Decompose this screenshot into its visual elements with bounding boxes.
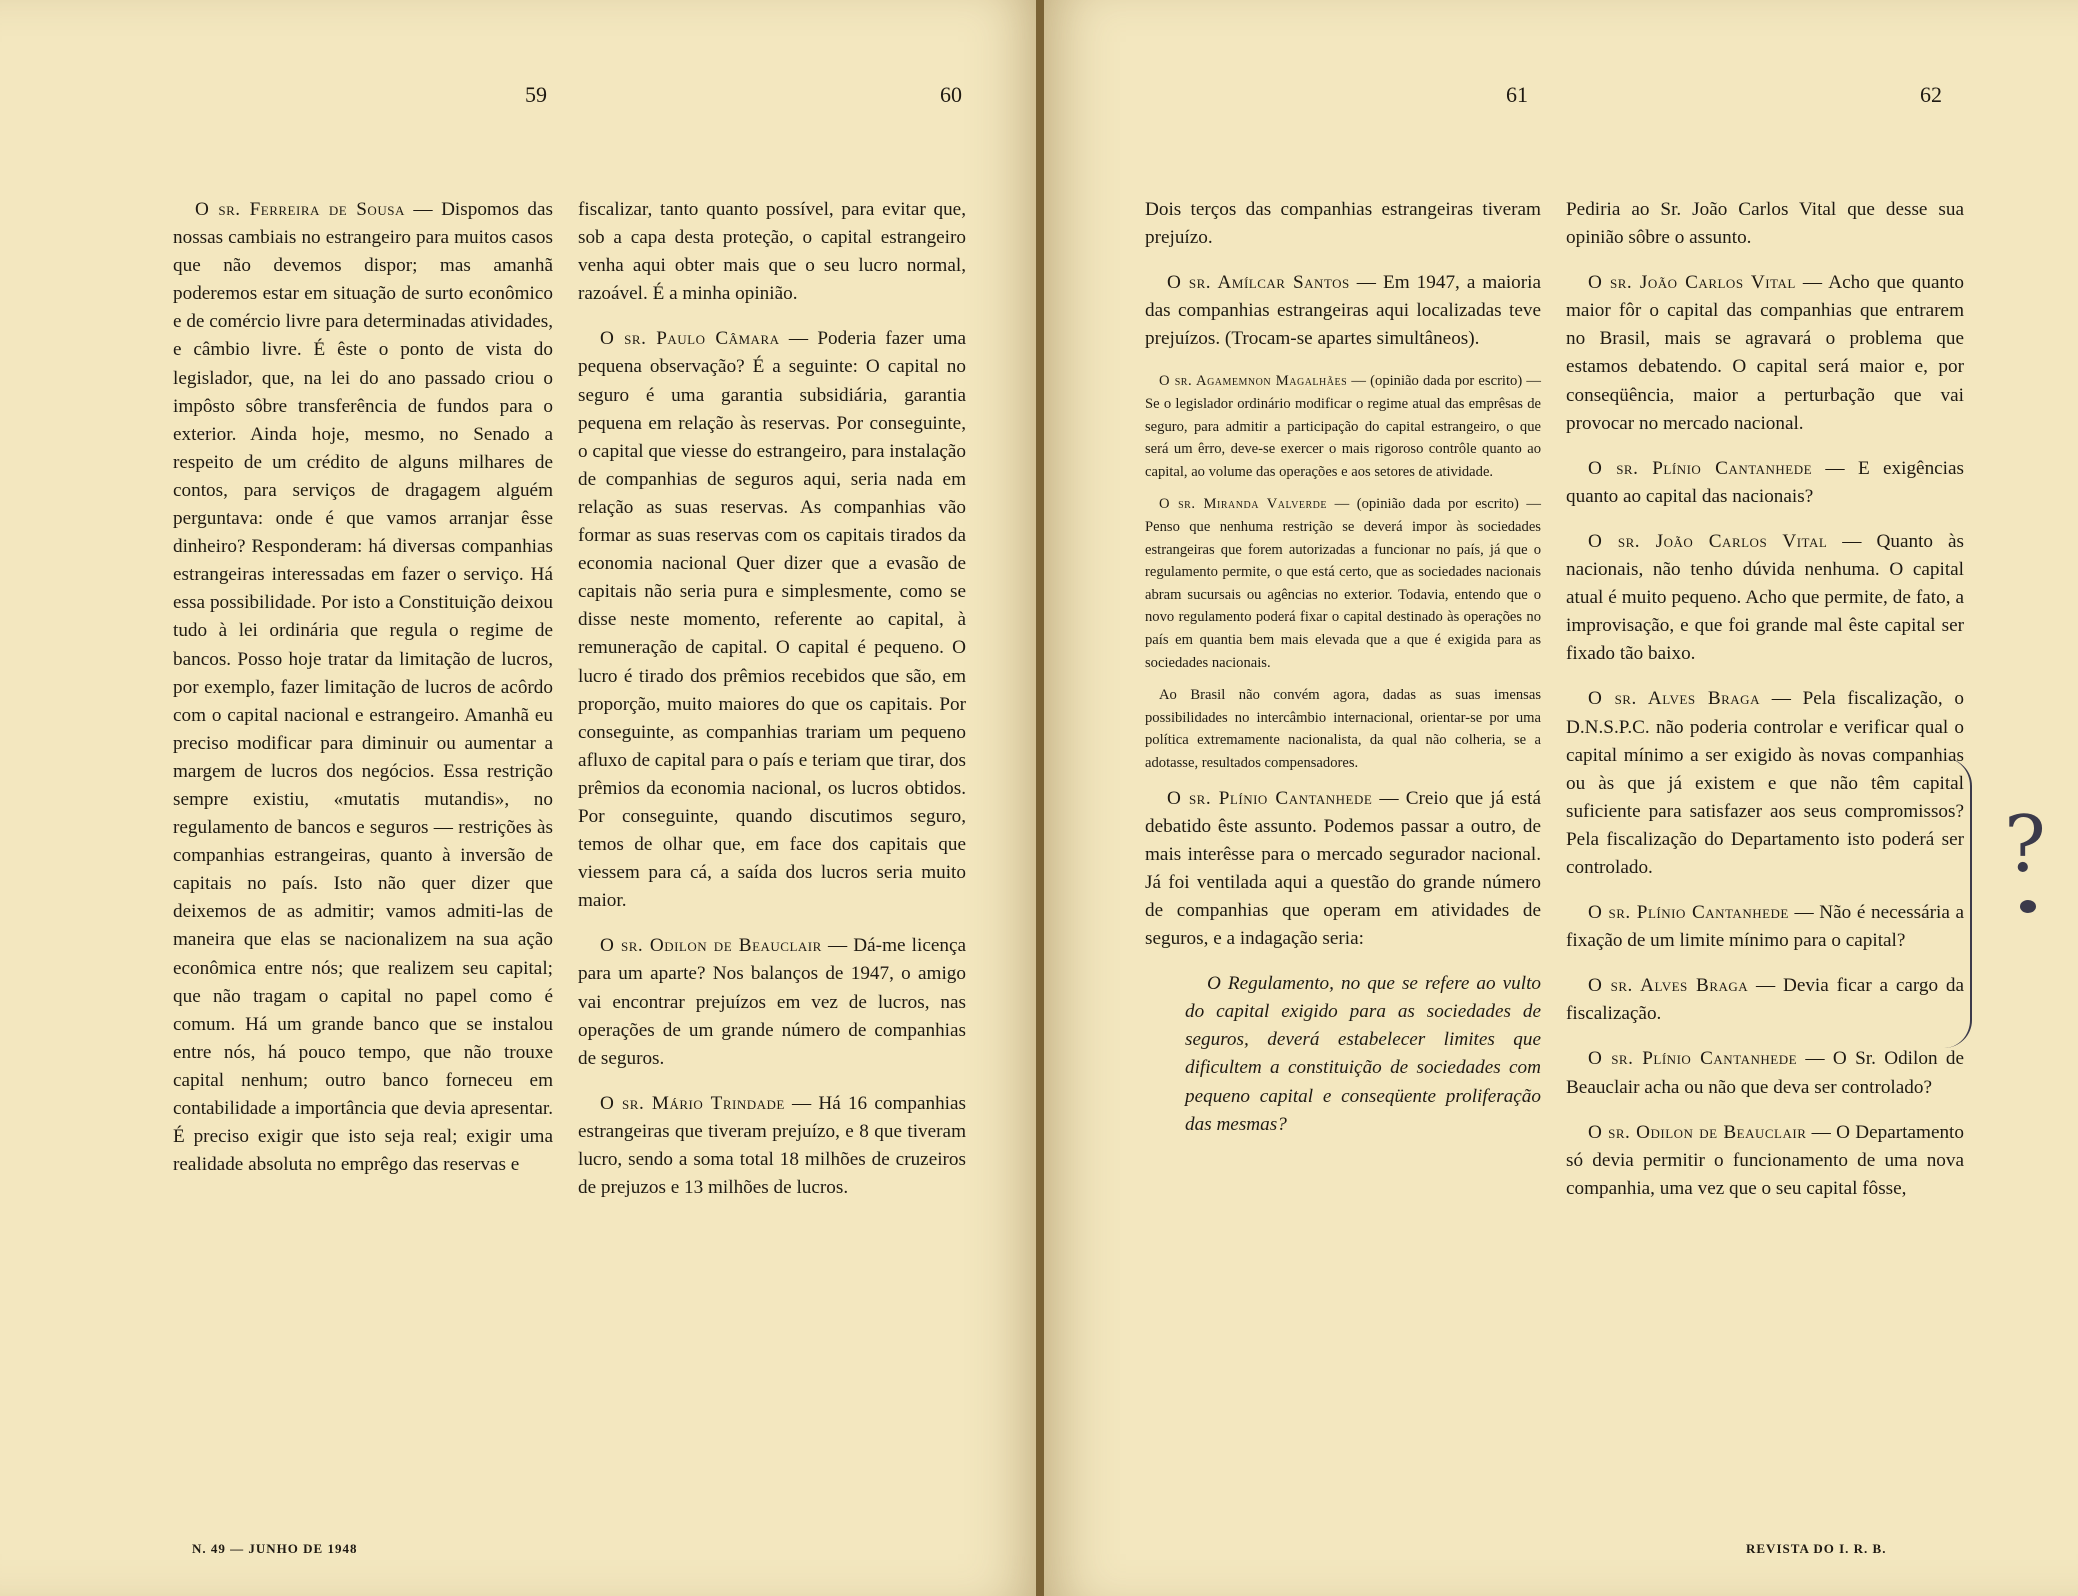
paragraph-text: — Em 1947, a maioria das companhias estrangeiras aqui localizadas teve prejuízos. (Trocam-se apartes simultâneos). <box>1145 272 1542 350</box>
paragraph <box>1145 269 1541 353</box>
paragraph-text: Dois terços das companhias estrangeiras tiveram prejuízo. <box>1145 199 1541 249</box>
speaker-name: O sr. João Carlos Vital <box>1588 530 1828 552</box>
paragraph <box>1566 685 1964 882</box>
handwritten-bracket <box>1944 758 1972 1048</box>
page-number-62: 62 <box>1920 82 1942 107</box>
right-page <box>1044 0 2078 1596</box>
paragraph <box>1566 269 1964 438</box>
column-page-59 <box>173 196 553 1196</box>
paragraph <box>578 325 966 915</box>
paragraph <box>1566 455 1964 511</box>
footer-issue: N. 49 — JUNHO DE 1948 <box>192 1541 358 1556</box>
paragraph-text: — Devia ficar a cargo da fiscalização. <box>1566 975 1964 1025</box>
paragraph-text: — Não é necessária a fixação de um limite mínimo para o capital? <box>1566 902 1964 952</box>
speaker-name: O sr. Plínio Cantanhede <box>1588 457 1813 479</box>
paragraph <box>1566 1119 1964 1203</box>
speaker-name: O sr. Plínio Cantanhede <box>1167 787 1373 809</box>
page-number-60: 60 <box>940 82 962 107</box>
paragraph <box>1145 196 1541 252</box>
speaker-name: O sr. Plínio Cantanhede <box>1588 902 1789 924</box>
page-number-61: 61 <box>1506 82 1528 107</box>
speaker-name: O sr. Agamemnon Magalhães <box>1159 373 1348 390</box>
handwritten-question-mark: ? <box>2004 800 2046 890</box>
paragraph-text: Pediria ao Sr. João Carlos Vital que desse sua opinião sôbre o assunto. <box>1566 199 1964 249</box>
footer-journal: REVISTA DO I. R. B. <box>1746 1541 1887 1556</box>
paragraph <box>578 932 966 1072</box>
paragraph-text: O Regulamento, no que se refere ao vulto do capital exigido para as sociedades de seguros, deverá estabelecer limites que dificultem a constituição de sociedades com pequeno capital e conseqüente proliferação das mesmas? <box>1185 973 1541 1135</box>
paragraph-text: — Poderia fazer uma pequena observação? É a seguinte: O capital no seguro é uma garantia subsidiária, garantia pequena em relação às reservas. Por conseguinte, o capital que viesse do estrangeiro, para instalação de companhias de seguros aqui, seria nada em relação as suas reservas. As companhias vão formar as suas reservas com os capitais tirados da economia nacional Quer dizer que a evasão de capitais não seria pura e simplesmente, como se disse neste momento, referente ao capital, à remuneração de capital. O capital é pequeno. O lucro é tirado dos prêmios recebidos que são, em proporção, muito maiores do que os capitais. Por conseguinte, as companhias trariam um pequeno afluxo de capital para o país e teriam que tirar, dos prêmios da economia nacional, os lucros obtidos. Por conseguinte, quando discutimos seguro, temos de olhar que, em face dos capitais que viessem para cá, a saída dos lucros seria muito maior. <box>578 328 966 912</box>
speaker-name: O sr. Ferreira de Sousa <box>195 199 405 220</box>
paragraph-text: — Dá-me licença para um aparte? Nos balanços de 1947, o amigo vai encontrar prejuízos em vez de lucros, nas operações de um grande número de companhias de seguros. <box>578 935 966 1069</box>
paragraph-text: — Acho que quanto maior fôr o capital das companhias que entrarem no Brasil, mais se agravará o problema que estamos debatendo. O capital será maior e, por conseqüência, maior a perturbação que vai provocar no mercado nacional. <box>1566 272 1964 434</box>
column-page-60 <box>578 196 966 1219</box>
column-page-61 <box>1145 196 1541 1156</box>
ink-dot <box>2020 900 2036 913</box>
paragraph-text: — Pela fiscalização, o D.N.S.P.C. não poderia controlar e verificar qual o capital mínimo a ser exigido às novas companhias ou às que já existem e que não têm capital suficiente para satisfazer aos seus compromissos? Pela fiscalização do Departamento isto poderá ser controlado. <box>1566 688 1965 878</box>
paragraph <box>1566 196 1964 252</box>
paragraph <box>1566 1045 1964 1101</box>
speaker-name: O sr. João Carlos Vital <box>1588 272 1796 294</box>
paragraph-text: — (opinião dada por escrito) — Se o legislador ordinário modificar o regime atual das emprêsas de seguro, para admitir a participação do capital estrangeiro, o que será um êrro, deve-se exercer o mais rigoroso contrôle quanto ao capital, ao volume das operações e aos setores de atividade. <box>1145 373 1541 480</box>
speaker-name: O sr. Alves Braga <box>1588 975 1749 997</box>
page-number-59: 59 <box>525 82 547 107</box>
paragraph-text: Ao Brasil não convém agora, dadas as suas imensas possibilidades no intercâmbio internacional, orientar-se por uma política extremamente nacionalista, da qual não colheria, se a adotasse, resultados compensadores. <box>1145 687 1541 771</box>
speaker-name: O sr. Miranda Valverde <box>1159 496 1327 513</box>
paragraph <box>1145 684 1541 774</box>
column-page-62 <box>1566 196 1964 1220</box>
paragraph-text: — Creio que já está debatido êste assunto. Podemos passar a outro, de mais interêsse para o mercado segurador nacional. Já foi ventilada aqui a questão do grande número de companhias que operam em atividades de seguros, e a indagação seria: <box>1145 787 1541 950</box>
paragraph-text: fiscalizar, tanto quanto possível, para evitar que, sob a capa desta proteção, o capital estrangeiro venha aqui obter mais que o seu lucro normal, razoável. É a minha opinião. <box>578 199 966 305</box>
paragraph-text: — Quanto às nacionais, não tenho dúvida nenhuma. O capital atual é muito pequeno. Acho que permite, de fato, a improvisação, e que foi grande mal êste capital ser fixado tão baixo. <box>1566 530 1965 665</box>
paragraph <box>1566 972 1964 1028</box>
paragraph <box>578 196 966 308</box>
speaker-name: O sr. Odilon de Beauclair <box>1588 1121 1807 1143</box>
paragraph-text: — O Sr. Odilon de Beauclair acha ou não que deva ser controlado? <box>1566 1048 1964 1098</box>
paragraph-text: — Dispomos das nossas cambiais no estrangeiro para muitos casos que não devemos dispor; mas amanhã poderemos estar em situação de surto econômico e de comércio livre para determinadas atividades, e câmbio livre. É êste o ponto de vista do legislador, que, na lei do ano passado criou o impôsto sôbre transferência de fundos para o exterior. Ainda hoje, mesmo, no Senado a respeito de um crédito de alguns milhares de contos, para serviços de dragagem alguém perguntava: onde é que vamos arranjar êsse dinheiro? Responderam: há diversas companhias estrangeiras interessadas em fazer o serviço. Há essa possibilidade. Por isto a Constituição deixou tudo à lei ordinária que regula o regime de bancos. Posso hoje tratar da limitação de lucros, por exemplo, fazer limitação de lucros de acôrdo com o capital nacional e estrangeiro. Amanhã eu preciso modificar para diminuir ou aumentar a margem de lucros dos negócios. Essa restrição sempre existiu, «mutatis mutandis», no regulamento de bancos e seguros — restrições às companhias estrangeiras, quanto à inversão de capitais no país. Isto não quer dizer que deixemos de as admitir; vamos admiti-las de maneira que elas se nacionalizem na sua ação econômica entre nós; que realizem seu capital; que não tragam o capital no papel como é comum. Há um grande banco que se instalou entre nós, há pouco tempo, que não trouxe capital nenhum; outro banco forneceu em contabilidade a importância que devia apresentar. É preciso exigir que isto seja real; exigir uma realidade absoluta no emprêgo das reservas e <box>173 199 554 1176</box>
paragraph <box>1566 899 1964 955</box>
speaker-name: O sr. Paulo Câmara <box>600 328 780 350</box>
speaker-name: O sr. Amílcar Santos <box>1167 272 1350 294</box>
paragraph-text: — Há 16 companhias estrangeiras que tiveram prejuízo, e 8 que tiveram lucro, sendo a soma total 18 milhões de cruzeiros de prejuzos e 13 milhões de lucros. <box>578 1092 966 1199</box>
paragraph <box>578 1090 966 1202</box>
paragraph <box>173 196 553 1179</box>
paragraph <box>1145 970 1541 1139</box>
paragraph <box>1145 785 1541 954</box>
paragraph <box>1145 493 1541 674</box>
speaker-name: O sr. Mário Trindade <box>600 1092 785 1114</box>
paragraph-text: — E exigências quanto ao capital das nacionais? <box>1566 457 1964 507</box>
speaker-name: O sr. Plínio Cantanhede <box>1588 1048 1798 1070</box>
paragraph-text: — O Departamento só devia permitir o funcionamento de uma nova companhia, uma vez que o seu capital fôsse, <box>1566 1121 1964 1199</box>
paragraph <box>1566 528 1964 668</box>
paragraph-text: — (opinião dada por escrito) — Penso que nenhuma restrição se deverá impor às sociedades estrangeiras que forem autorizadas a funcionar no país, já que o regulamento permite, o que está certo, que as sociedades nacionais abram sucursais ou agências no exterior. Todavia, entendo que o novo regulamento poderá fixar o capital destinado às operações no país em quantia bem mais elevada que a que é exigida para as sociedades nacionais. <box>1145 496 1541 671</box>
speaker-name: O sr. Alves Braga <box>1588 688 1760 710</box>
paragraph <box>1145 370 1541 483</box>
speaker-name: O sr. Odilon de Beauclair <box>600 935 822 957</box>
